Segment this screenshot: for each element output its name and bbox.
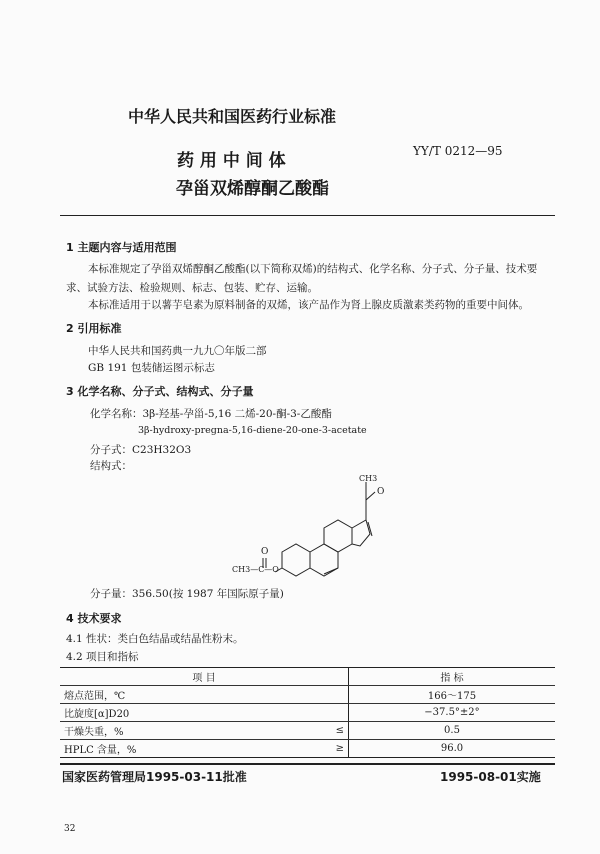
molecular-formula: 分子式：C23H32O3	[90, 444, 192, 456]
cell-item: 比旋度[α]D20	[60, 704, 320, 722]
ketone-oxygen: O	[377, 487, 385, 497]
spec-table	[60, 667, 555, 758]
cell-value: 96.0	[348, 740, 555, 758]
title-line2: 孕甾双烯醇酮乙酸酯	[176, 179, 329, 199]
reference: 中华人民共和国药典一九九〇年版二部	[88, 345, 267, 357]
cell-item: 熔点范围，℃	[60, 686, 320, 704]
paragraph: 本标准规定了孕甾双烯醇酮乙酸酯(以下简称双烯)的结构式、化学名称、分子式、分子量、技术要	[88, 263, 538, 275]
col-value: 指 标	[348, 668, 555, 686]
section-4-heading: 4 技术要求	[66, 612, 122, 625]
cell-value: 0.5	[348, 722, 555, 740]
title-line1: 药 用 中 间 体	[177, 151, 286, 171]
cell-value: 166～175	[348, 686, 555, 704]
section-4-2: 4.2 项目和指标	[66, 651, 139, 663]
section-2-heading: 2 引用标准	[66, 322, 122, 335]
cell-item: HPLC 含量，%	[60, 740, 320, 758]
molecular-weight: 分子量：356.50(按 1987 年国际原子量)	[90, 588, 284, 600]
cell-op: ≤	[320, 722, 349, 740]
divider	[60, 215, 555, 216]
page-number: 32	[64, 824, 76, 834]
footer-divider	[60, 763, 555, 765]
ester-oxygen: O	[261, 547, 269, 557]
reference: GB 191 包装储运图示标志	[88, 362, 215, 374]
section-4-1: 4.1 性状：类白色结晶或结晶性粉末。	[66, 633, 244, 645]
cell-item: 干燥失重，%	[60, 722, 320, 740]
cell-op	[320, 704, 349, 722]
methyl-label: CH3	[359, 474, 378, 483]
standard-number: YY/T 0212—95	[413, 144, 503, 158]
table-header	[60, 668, 555, 686]
table-row	[60, 704, 555, 722]
effective-date: 1995-08-01实施	[440, 770, 541, 784]
table-row	[60, 686, 555, 704]
structure-label: 结构式：	[90, 460, 132, 472]
chemical-name-en: 3β-hydroxy-pregna-5,16-diene-20-one-3-acetate	[138, 425, 367, 436]
chemical-name: 化学名称：3β-羟基-孕甾-5,16 二烯-20-酮-3-乙酸酯	[90, 408, 332, 420]
paragraph: 求、试验方法、检验规则、标志、包装、贮存、运输。	[66, 282, 318, 294]
table-row	[60, 740, 555, 758]
org-title: 中华人民共和国医药行业标准	[128, 107, 337, 126]
col-item: 项 目	[60, 668, 348, 686]
cell-value: −37.5°±2°	[348, 704, 555, 722]
approval-date: 国家医药管理局1995-03-11批准	[62, 770, 247, 784]
cell-op: ≥	[320, 740, 349, 758]
paragraph: 本标准适用于以薯芋皂素为原料制备的双烯，该产品作为肾上腺皮质激素类药物的重要中间体。	[88, 299, 529, 311]
section-3-heading: 3 化学名称、分子式、结构式、分子量	[66, 385, 254, 398]
table-row	[60, 722, 555, 740]
section-1-heading: 1 主题内容与适用范围	[66, 241, 177, 254]
cell-op	[320, 686, 349, 704]
acetyl-label: CH3—C—O	[232, 565, 279, 574]
